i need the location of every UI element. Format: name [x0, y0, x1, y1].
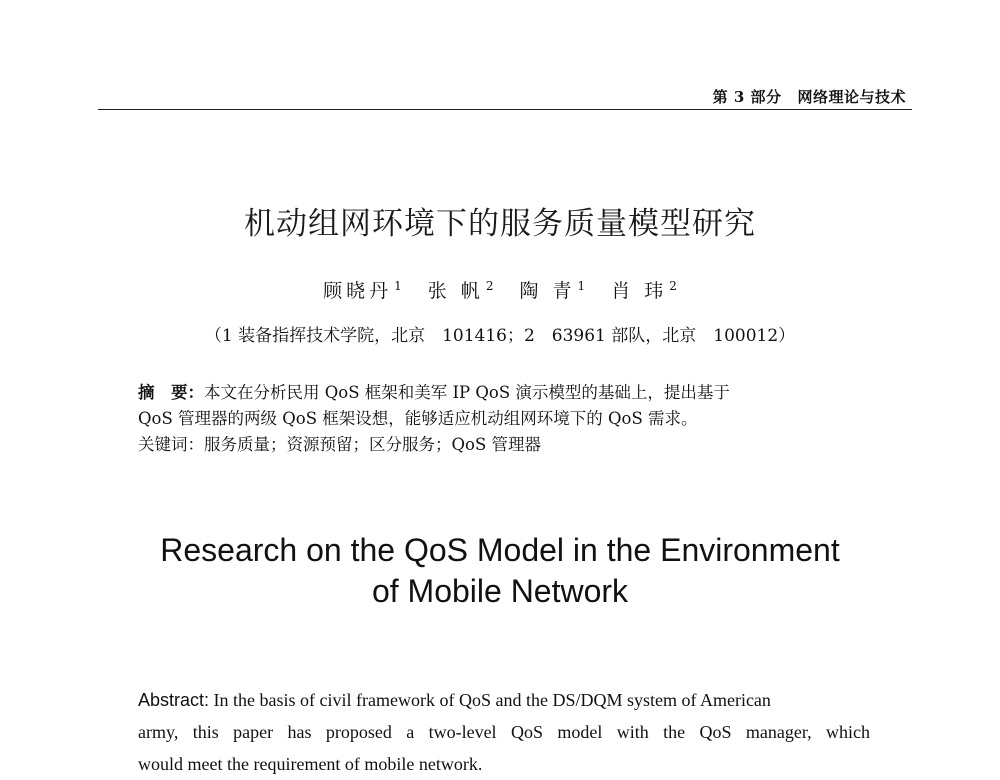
author-affiliation-mark: 2: [485, 278, 494, 293]
author: [323, 276, 402, 303]
keywords-cn-text: 服务质量；资源预留；区分服务；QoS 管理器: [204, 435, 542, 454]
paper-title-en-line: of Mobile Network: [371, 573, 629, 609]
abstract-cn: [138, 380, 878, 458]
author: [428, 276, 494, 303]
affiliation: （1 装备指挥技术学院，北京 101416；2 63961 部队，北京 100012）: [204, 326, 796, 346]
author-affiliation-mark: 1: [394, 278, 402, 293]
abstract-en-text: In the basis of civil framework of QoS and the DS/DQM system of American: [209, 690, 771, 710]
author: [611, 276, 677, 303]
running-header: [713, 86, 906, 107]
author: [520, 276, 586, 303]
abstract-en-label: Abstract:: [138, 690, 210, 710]
author-name: 张 帆: [427, 280, 484, 302]
abstract-cn-label: 摘 要：: [138, 383, 204, 402]
abstract-en-line: [138, 684, 870, 716]
author-affiliation-mark: 2: [669, 278, 677, 293]
author-list: [0, 276, 1000, 303]
abstract-cn-line: [138, 380, 878, 406]
author-name: 顾晓丹: [323, 280, 393, 302]
paper-title-cn: 机动组网环境下的服务质量模型研究: [244, 206, 756, 242]
author-affiliation-mark: 1: [577, 278, 586, 293]
author-name: 陶 青: [519, 280, 576, 302]
header-rule: [98, 109, 912, 110]
abstract-cn-line: QoS 管理器的两级 QoS 框架设想，能够适应机动组网环境下的 QoS 需求。: [138, 409, 698, 428]
keywords-cn-label: 关键词：: [138, 435, 204, 454]
keywords-cn: [138, 432, 878, 458]
header-section: 网络理论与技术: [797, 88, 906, 106]
abstract-cn-text: 本文在分析民用 QoS 框架和美军 IP QoS 演示模型的基础上，提出基于: [204, 383, 730, 402]
paper-title-en-line: Research on the QoS Model in the Environment: [160, 532, 840, 568]
abstract-en-line: would meet the requirement of mobile network.: [138, 754, 483, 774]
abstract-en: [138, 684, 870, 780]
header-part: 第 3 部分: [712, 88, 782, 106]
abstract-en-line: army, this paper has proposed a two-level QoS model with the QoS manager, which: [138, 722, 870, 742]
paper-title-en: [0, 530, 1000, 612]
author-name: 肖 玮: [611, 280, 668, 302]
